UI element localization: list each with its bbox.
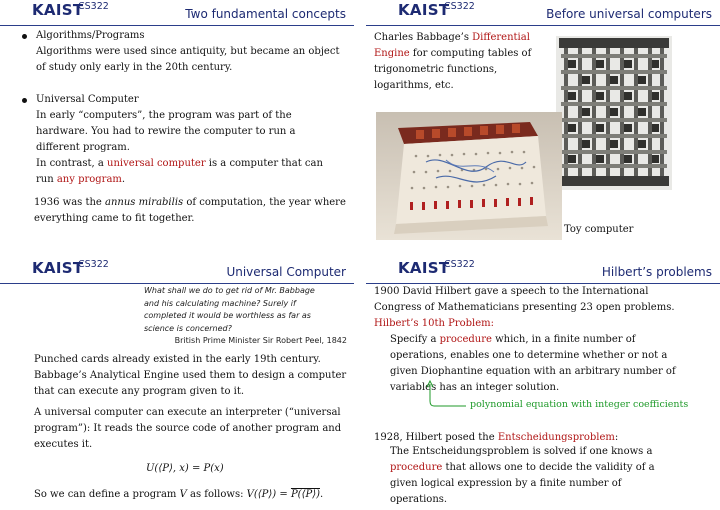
slide-before-universal-computers [366, 0, 720, 249]
course-code: CS322 [444, 259, 475, 270]
annotation-arrow-icon [426, 378, 466, 408]
program-v-definition: So we can define a program V as follows: V(⟨P⟩) = P(⟨P⟩). [34, 489, 324, 500]
hilbert-speech-paragraph: 1900 David Hilbert gave a speech to the International Congress of Mathematicians presenting 23 open problems. [374, 286, 675, 313]
toy-computer-caption: Toy computer [564, 224, 634, 235]
course-code: CS322 [78, 259, 109, 270]
quote-attribution: British Prime Minister Sir Robert Peel, 1842 [174, 336, 347, 345]
bullet-icon [22, 34, 27, 39]
tenth-problem-text: Specify a procedure which, in a finite number of operations, enables one to determine whether or not a given Diophantine equation with an arbitrary number of variables has an integer solution. [390, 334, 676, 393]
babbage-paragraph: Charles Babbage’s Differential Engine for computing tables of trigonometric functions, logarithms, etc. [374, 32, 532, 91]
slide-title: Universal Computer [226, 265, 346, 279]
kaist-logo: KAIST [32, 259, 84, 277]
slide-header [366, 258, 720, 284]
kaist-logo: KAIST [398, 259, 450, 277]
annus-mirabilis-paragraph: 1936 was the annus mirabilis of computation, the year where everything came to fit together. [34, 197, 346, 224]
bullet-icon [22, 98, 27, 103]
highlight-universal-computer: universal computer [107, 158, 206, 169]
course-code: CS322 [78, 1, 109, 12]
course-code: CS322 [444, 1, 475, 12]
slide-header [366, 0, 720, 26]
bullet-list [18, 28, 354, 188]
bullet-universal-computer: Universal Computer In early “computers”, the program was part of the hardware. You had to rewire the computer to run a different program. In contrast, a universal computer is a computer that can run any program. [18, 92, 354, 188]
slide-header [0, 258, 354, 284]
slide-hilberts-problems [366, 258, 720, 507]
kaist-logo: KAIST [32, 1, 84, 19]
highlight-any-program: any program [56, 174, 122, 185]
entscheidungsproblem-text: The Entscheidungsproblem is solved if one knows a procedure that allows one to decide the validity of a given logical expression by a finite number of operations. [390, 446, 655, 505]
bullet-algorithms: Algorithms/Programs Algorithms were used since antiquity, but became an object of study only early in the 20th century. [18, 28, 354, 76]
tenth-problem-heading: Hilbert’s 10th Problem: [374, 318, 494, 329]
kaist-logo: KAIST [398, 1, 450, 19]
slide-header [0, 0, 354, 26]
slide-title: Two fundamental concepts [185, 7, 346, 21]
toy-computer-photo [376, 112, 562, 240]
universal-formula: U(⟨P⟩, x) = P(x) [146, 463, 224, 474]
slide-title: Before universal computers [546, 7, 712, 21]
slide-universal-computer [0, 258, 354, 507]
interpreter-paragraph: A universal computer can execute an interpreter (“universal program”): It reads the source code of another program and executes it. [34, 407, 342, 450]
slide-title: Hilbert’s problems [601, 265, 712, 279]
peel-quote: What shall we do to get rid of Mr. Babbage and his calculating machine? Surely if completed it would be worthless as far as science is concerned? British Prime Minister Sir Robert Peel, 1842 [144, 285, 349, 348]
difference-engine-photo [556, 36, 672, 190]
slide-two-fundamental-concepts [0, 0, 354, 249]
punched-cards-paragraph: Punched cards already existed in the early 19th century. Babbage’s Analytical Engine used them to design a computer that can execute any program given to it. [34, 354, 347, 397]
entscheidungsproblem-paragraph: 1928, Hilbert posed the Entscheidungsproblem: [374, 432, 619, 443]
diophantine-annotation: polynomial equation with integer coefficients [470, 399, 689, 410]
